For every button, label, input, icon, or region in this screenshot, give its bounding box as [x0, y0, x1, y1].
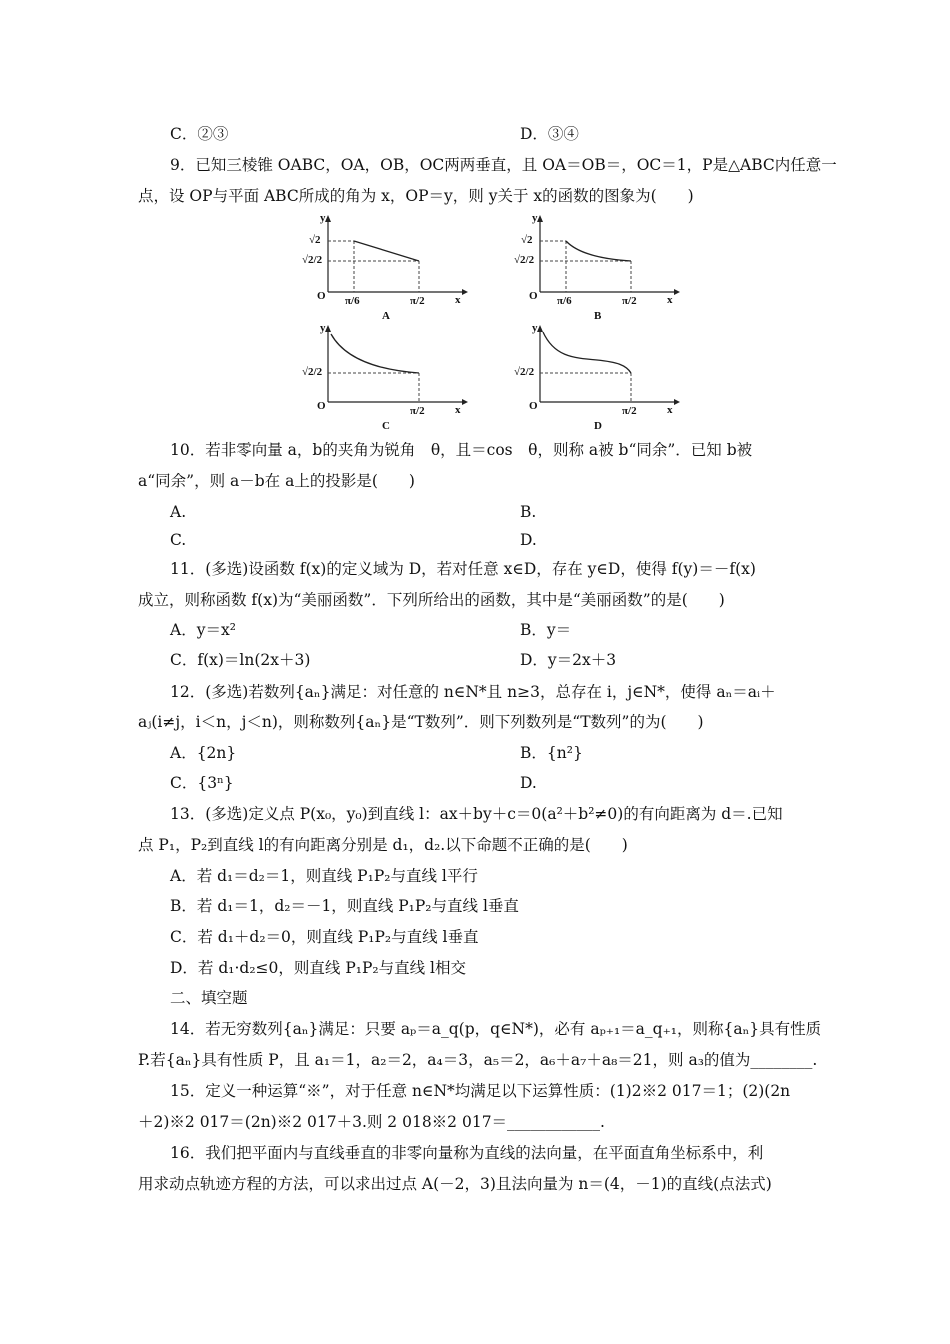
ytick-sqrt2: √2 [521, 234, 533, 246]
origin-label: O [317, 290, 326, 302]
q9-graph-a [300, 212, 470, 322]
graph-label-a: A [382, 310, 390, 322]
q11-option-b: B．y＝ [520, 621, 572, 639]
y-axis-label: y [532, 212, 538, 224]
ytick-sqrt2: √2 [309, 234, 321, 246]
q12-stem-line1: 12．(多选)若数列{aₙ}满足：对任意的 n∈N*且 n≥3，总存在 i，j∈N*，使得 aₙ＝aᵢ＋ [170, 683, 776, 701]
q13-option-c: C．若 d₁＋d₂＝0，则直线 P₁P₂与直线 l垂直 [170, 928, 479, 946]
q13-stem-line1: 13．(多选)定义点 P(x₀，y₀)到直线 l：ax＋by＋c＝0(a²＋b²≠0)的有向距离为 d＝.已知 [170, 805, 783, 823]
q12-option-a: A．{2n} [170, 744, 237, 762]
q15-stem-line1: 15．定义一种运算“※”，对于任意 n∈N*均满足以下运算性质：(1)2※2 017＝1；(2)(2n [170, 1082, 791, 1100]
graph-label-b: B [594, 310, 602, 322]
q9-stem-line2: 点，设 OP与平面 ABC所成的角为 x，OP＝y，则 y关于 x的函数的图象为( ) [138, 187, 694, 205]
q11-option-c: C．f(x)＝ln(2x＋3) [170, 651, 311, 669]
q14-stem-line2: P.若{aₙ}具有性质 P，且 a₁＝1，a₂＝2，a₄＝3，a₅＝2，a₆＋a₇＋a₈＝21，则 a₃的值为________. [138, 1051, 818, 1069]
x-axis-label: x [455, 294, 461, 306]
q12-option-d: D. [520, 774, 537, 792]
q11-stem-line1: 11．(多选)设函数 f(x)的定义域为 D，若对任意 x∈D，存在 y∈D，使得 f(y)＝－f(x) [170, 560, 756, 578]
x-axis-label: x [667, 294, 673, 306]
q13-option-a: A．若 d₁＝d₂＝1，则直线 P₁P₂与直线 l平行 [170, 867, 478, 885]
q13-option-d: D．若 d₁·d₂≤0，则直线 P₁P₂与直线 l相交 [170, 959, 466, 977]
x-axis-label: x [667, 404, 673, 416]
q10-stem-line1: 10．若非零向量 a，b的夹角为锐角 θ，且＝cos θ，则称 a被 b“同余”．已知 b被 [170, 441, 753, 459]
xtick-pi6: π/6 [557, 295, 572, 307]
ytick-sqrt2-over-2: √2/2 [302, 254, 323, 266]
graph-label-d: D [594, 420, 602, 432]
origin-label: O [317, 400, 326, 412]
ytick-sqrt2-over-2: √2/2 [302, 366, 323, 378]
q9-stem-line1: 9．已知三棱锥 OABC，OA，OB，OC两两垂直，且 OA＝OB＝，OC＝1，P是△ABC内任意一 [170, 156, 837, 174]
origin-label: O [529, 400, 538, 412]
q12-stem-line2: aⱼ(i≠j，i＜n，j＜n)，则称数列{aₙ}是“T数列”．则下列数列是“T数列”的为( ) [138, 713, 704, 731]
q14-stem-line1: 14．若无穷数列{aₙ}满足：只要 aₚ＝a_q(p，q∈N*)，必有 aₚ₊₁＝a_q₊₁，则称{aₙ}具有性质 [170, 1020, 822, 1038]
q15-stem-line2: ＋2)※2 017＝(2n)※2 017＋3.则 2 018※2 017＝____________. [138, 1113, 605, 1131]
graph-label-c: C [382, 420, 390, 432]
q10-option-c: C. [170, 531, 187, 549]
q10-option-b: B. [520, 503, 537, 521]
q9-graph-d [512, 322, 682, 432]
ytick-sqrt2-over-2: √2/2 [514, 254, 535, 266]
y-axis-label: y [320, 212, 326, 224]
q10-option-d: D. [520, 531, 537, 549]
xtick-pi2: π/2 [410, 295, 425, 307]
q9-graph-b [512, 212, 682, 322]
xtick-pi6: π/6 [345, 295, 360, 307]
q13-option-b: B．若 d₁＝1，d₂＝－1，则直线 P₁P₂与直线 l垂直 [170, 897, 519, 915]
q12-option-c: C．{3ⁿ} [170, 774, 234, 792]
q11-option-d: D．y＝2x＋3 [520, 651, 617, 669]
xtick-pi2: π/2 [622, 295, 637, 307]
x-axis-label: x [455, 404, 461, 416]
ytick-sqrt2-over-2: √2/2 [514, 366, 535, 378]
q16-stem-line1: 16．我们把平面内与直线垂直的非零向量称为直线的法向量，在平面直角坐标系中，利 [170, 1144, 764, 1162]
section-heading-fill-in: 二、填空题 [170, 989, 248, 1007]
y-axis-label: y [532, 322, 538, 334]
q12-option-b: B．{n²} [520, 744, 583, 762]
q10-stem-line2: a“同余”，则 a－b在 a上的投影是( ) [138, 472, 415, 490]
q11-option-a: A．y＝x² [170, 621, 236, 639]
q13-stem-line2: 点 P₁，P₂到直线 l的有向距离分别是 d₁，d₂.以下命题不正确的是( ) [138, 836, 628, 854]
q8-option-d: D．③④ [520, 125, 579, 143]
xtick-pi2: π/2 [622, 405, 637, 417]
origin-label: O [529, 290, 538, 302]
q16-stem-line2: 用求动点轨迹方程的方法，可以求出过点 A(－2，3)且法向量为 n＝(4，－1)的直线(点法式) [138, 1175, 772, 1193]
y-axis-label: y [320, 322, 326, 334]
q9-graph-c [300, 322, 470, 432]
q10-option-a: A. [170, 503, 187, 521]
q8-option-c: C．②③ [170, 125, 229, 143]
xtick-pi2: π/2 [410, 405, 425, 417]
q11-stem-line2: 成立，则称函数 f(x)为“美丽函数”．下列所给出的函数，其中是“美丽函数”的是( ) [138, 591, 725, 609]
